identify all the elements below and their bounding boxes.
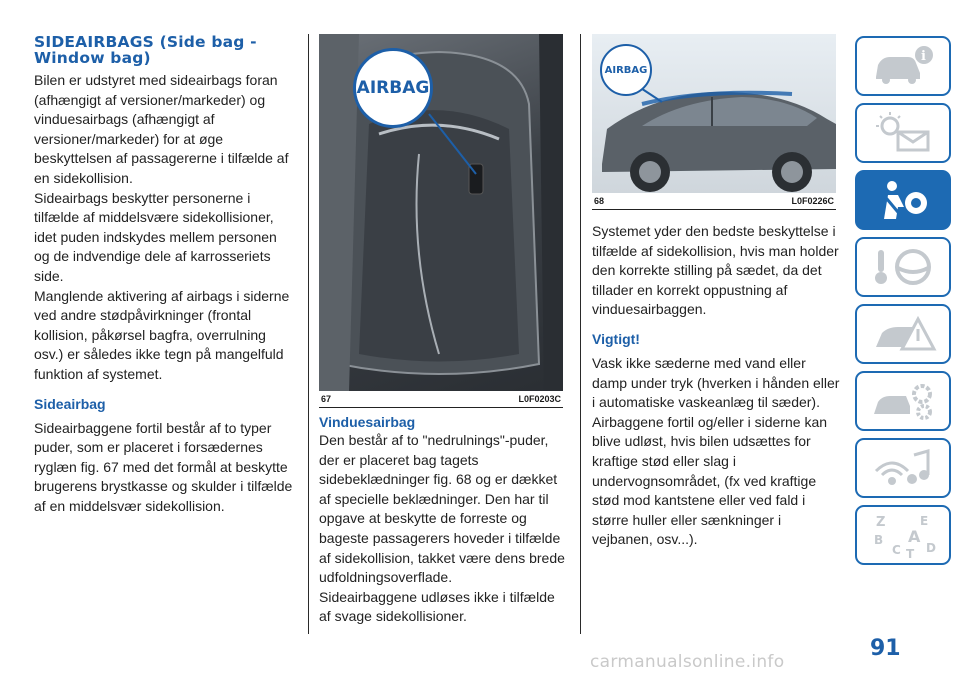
tab-multimedia[interactable] xyxy=(855,438,951,498)
section-heading: SIDEAIRBAGS (Side bag - Window bag) xyxy=(34,33,257,67)
figure-67-seat xyxy=(319,34,563,408)
tab-safety[interactable] xyxy=(855,170,951,230)
subheading-vinduesairbag: Vinduesairbag xyxy=(319,414,416,430)
column-right xyxy=(592,34,842,550)
subheading-sideairbag: Sideairbag xyxy=(34,395,106,412)
car-info-icon xyxy=(868,43,938,89)
tab-dashboard-lights[interactable] xyxy=(855,103,951,163)
paragraph: Sideairbaggene fortil består af to typer puder, som er placeret i forsædernes ryglæn fig. 67 med det formål at beskytte brugerens brystkasse og skulder i tilfælde af en middelsvær sidekollision. xyxy=(34,419,293,514)
dashboard-lights-icon xyxy=(868,110,938,156)
figure-caption xyxy=(319,391,563,407)
figure-68-car xyxy=(592,34,836,210)
watermark: carmanualsonline.info xyxy=(590,652,785,672)
airbag-callout-label: AIRBAG xyxy=(604,64,648,76)
paragraph: Den består af to "nedrulnings"-puder, der er placeret bag tagets sidebeklædninger fig. 68 og er dækket af specielle beklædninger. Den har til opgave at beskytte de forreste og bageste passagerers hoveder i tilfælde af sidekollision, takket være dens brede udfoldningsoverflade. xyxy=(319,432,565,586)
figure-code: L0F0226C xyxy=(791,196,834,206)
index-letter: B xyxy=(874,533,884,547)
airbag-callout xyxy=(600,44,652,96)
seatbelt-airbag-icon xyxy=(868,177,938,223)
alphabetical-index-icon xyxy=(868,512,938,558)
intro-paragraph: Bilen er udstyret med sideairbags foran (afhængigt af versioner/markeder) og vinduesairbags (afhængigt af versioner/markeder) for at øge beskyttelsen af passagererne i tilfælde af en sidekollision. xyxy=(34,72,289,186)
column-left xyxy=(34,34,296,516)
car-service-gears-icon xyxy=(868,378,938,424)
paragraph: Sideairbaggene udløses ikke i tilfælde af svage sidekollisioner. xyxy=(319,588,555,625)
paragraph: Airbaggene fortil og/eller i siderne kan blive udløst, hvis bilen udsættes for kraftige stød eller slag i undervognsområdet, (fx ved kraftige stød mod kantstene eller ved fald i større huller eller sænkninger i vejbanen, osv...). xyxy=(592,413,828,548)
airbag-callout-label: AIRBAG xyxy=(356,78,430,98)
subheading-vigtigt: Vigtigt! xyxy=(592,330,640,347)
warning-triangle-car-icon xyxy=(868,311,938,357)
index-letter: E xyxy=(920,514,929,528)
index-letter: Z xyxy=(876,515,886,530)
index-letter: T xyxy=(906,547,915,558)
page-number: 91 xyxy=(870,636,901,661)
tab-index[interactable] xyxy=(855,505,951,565)
column-middle xyxy=(319,34,569,627)
index-letter: D xyxy=(926,541,936,555)
tab-car-info[interactable] xyxy=(855,36,951,96)
svg-text:i: i xyxy=(921,49,926,64)
figure-caption xyxy=(592,193,836,209)
paragraph: Systemet yder den bedste beskyttelse i tilfælde af sidekollision, hvis man holder den korrekte stilling på sædet, da det tillader en korrekt oppustning af vinduesairbaggen. xyxy=(592,223,839,318)
figure-number: 67 xyxy=(321,394,332,404)
paragraph: Manglende aktivering af airbags i siderne ved andre stødpåvirkninger (frontal kollision, påkørsel bagfra, overrulning osv.) er således ikke tegn på mangelfuld funktion af systemet. xyxy=(34,287,290,382)
multimedia-icon xyxy=(868,445,938,491)
paragraph: Vask ikke sæderne med vand eller damp under tryk (hverken i hånden eller i automatiske vaskeanlæg til sæder). xyxy=(592,354,840,411)
airbag-callout xyxy=(353,48,433,128)
key-steering-icon xyxy=(868,244,938,290)
figure-code: L0F0203C xyxy=(518,394,561,404)
column-divider xyxy=(308,34,309,634)
tab-emergency[interactable] xyxy=(855,304,951,364)
figure-number: 68 xyxy=(594,196,605,206)
tab-starting-driving[interactable] xyxy=(855,237,951,297)
tab-maintenance[interactable] xyxy=(855,371,951,431)
index-letter: C xyxy=(892,543,901,557)
column-divider xyxy=(580,34,581,634)
index-letter: A xyxy=(908,527,921,546)
paragraph: Sideairbags beskytter personerne i tilfælde af middelsvære sidekollisioner, idet puden indskydes mellem personen og de indvendige dele af karrosseriets side. xyxy=(34,189,277,284)
